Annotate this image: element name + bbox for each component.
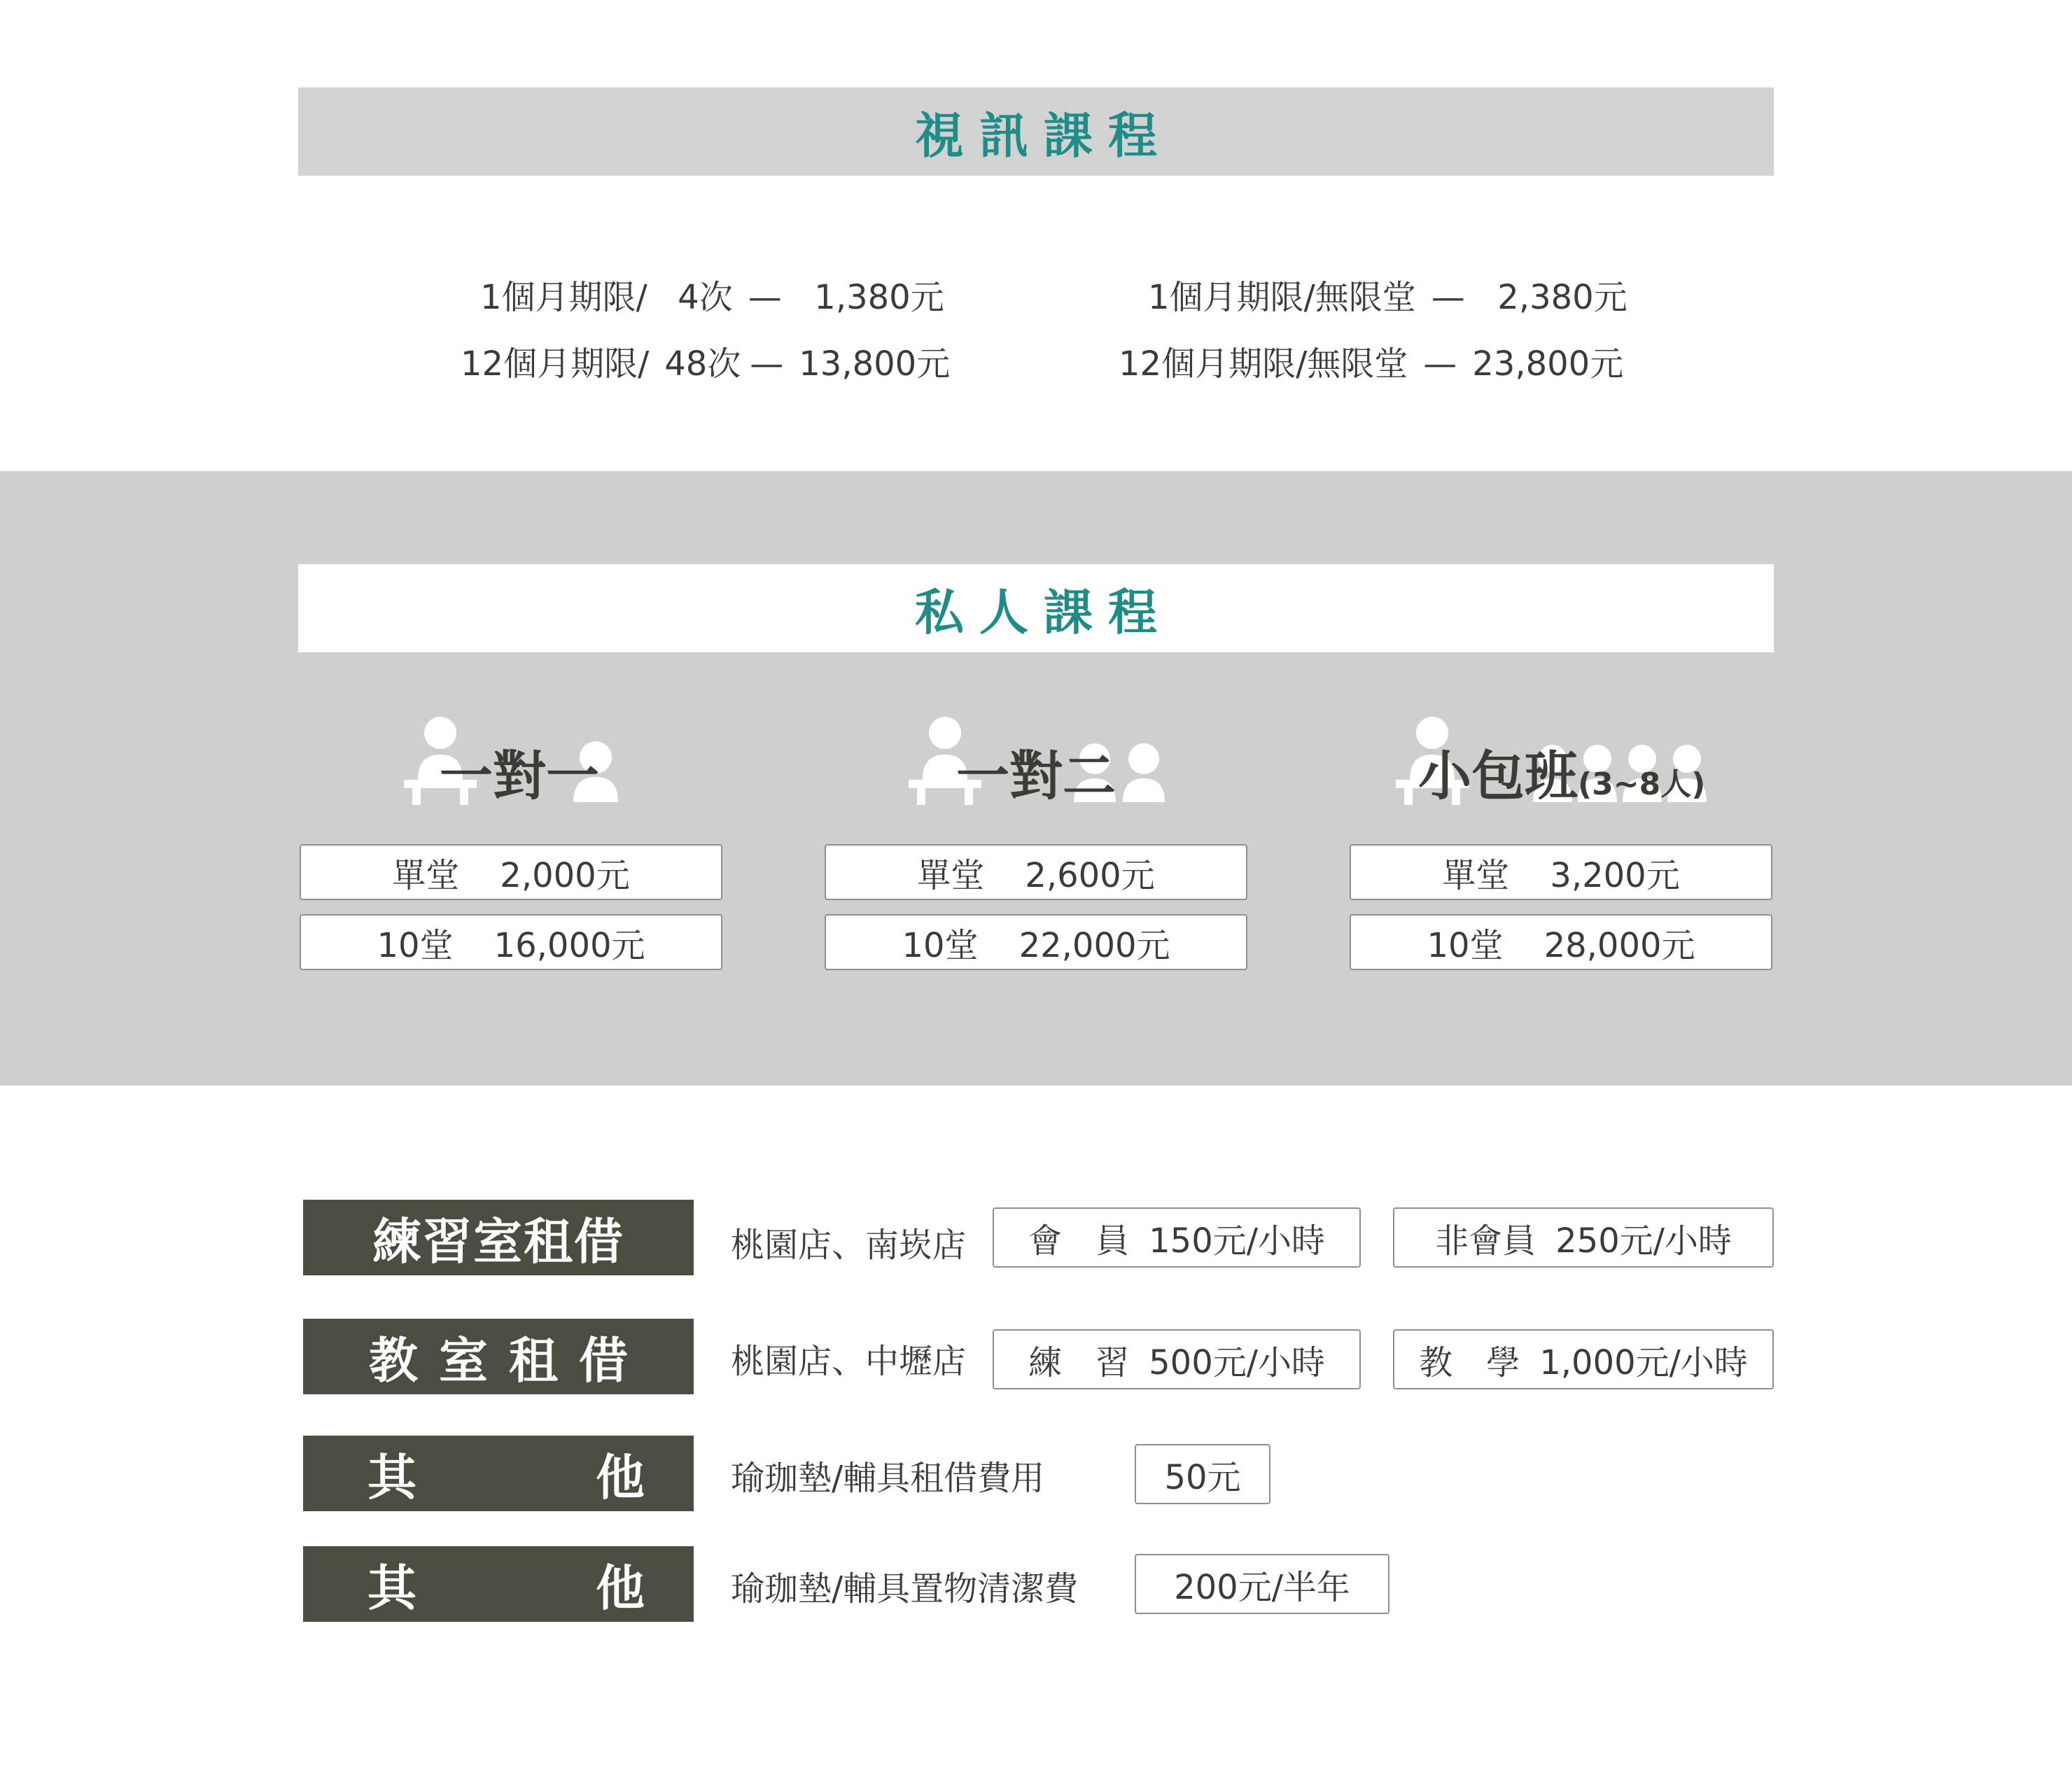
plan-title-one-to-one bbox=[440, 734, 599, 810]
price-value: 2,600元 bbox=[1025, 855, 1155, 895]
practice-room-locations: 桃園店、南崁店 bbox=[731, 1226, 967, 1265]
non-member-price-box bbox=[1393, 1207, 1774, 1268]
option-name: 會 員 bbox=[1028, 1221, 1130, 1261]
mat-storage-price-box bbox=[1135, 1554, 1390, 1614]
price-box-one-to-one-single bbox=[300, 844, 722, 900]
period-label: 12個月期限/ bbox=[461, 344, 650, 384]
count-label: 4次 bbox=[678, 278, 733, 317]
price-value: 28,000元 bbox=[1544, 925, 1695, 965]
period-label: 1個月期限/無限堂 bbox=[1148, 278, 1416, 317]
dash: — bbox=[748, 278, 782, 317]
dash: — bbox=[1423, 344, 1457, 384]
price-box-one-to-one-pack bbox=[300, 914, 722, 970]
price-label: 10堂 bbox=[1427, 925, 1504, 965]
teaching-price-box bbox=[1393, 1329, 1774, 1389]
label-text: 教室租借 bbox=[369, 1331, 649, 1389]
period-label: 12個月期限/無限堂 bbox=[1119, 344, 1408, 384]
price-value: 22,000元 bbox=[1018, 925, 1170, 965]
option-name: 教 學 bbox=[1419, 1343, 1520, 1382]
video-course-banner bbox=[298, 87, 1774, 176]
classroom-locations: 桃園店、中壢店 bbox=[731, 1342, 967, 1381]
other-label-1 bbox=[303, 1436, 694, 1511]
option-name: 練 習 bbox=[1028, 1343, 1130, 1382]
plan-name: 一對二 bbox=[956, 745, 1116, 807]
price-box-small-group-single bbox=[1350, 844, 1772, 900]
price-box-small-group-pack bbox=[1350, 914, 1772, 970]
mat-rental-price-box bbox=[1135, 1444, 1270, 1504]
video-course-title: 視訊課程 bbox=[915, 106, 1172, 164]
classroom-rental-label bbox=[303, 1319, 694, 1394]
price-box-one-to-two-pack bbox=[825, 914, 1247, 970]
practice-price-box bbox=[993, 1329, 1361, 1389]
price-label: 10堂 bbox=[377, 925, 454, 965]
price-value: 16,000元 bbox=[493, 925, 645, 965]
label-char: 其 bbox=[368, 1559, 416, 1617]
price-label: 10堂 bbox=[902, 925, 979, 965]
mat-storage-fee-label: 瑜珈墊/輔具置物清潔費 bbox=[731, 1569, 1079, 1609]
plan-title-one-to-two bbox=[956, 734, 1116, 810]
dash: — bbox=[750, 344, 784, 384]
plan-title-small-group bbox=[1418, 734, 1705, 810]
option-price: 150元/小時 bbox=[1149, 1221, 1325, 1261]
price-label: 單堂 bbox=[917, 855, 985, 895]
label-char: 他 bbox=[596, 1448, 645, 1506]
other-label-2 bbox=[303, 1546, 694, 1622]
mat-rental-fee-label: 瑜珈墊/輔具租借費用 bbox=[731, 1459, 1045, 1498]
label-char: 其 bbox=[368, 1448, 416, 1506]
plan-name: 一對一 bbox=[440, 745, 599, 807]
member-price-box bbox=[993, 1207, 1361, 1268]
dash: — bbox=[1431, 278, 1465, 317]
price-label: 2,380元 bbox=[1497, 278, 1628, 317]
option-price: 1,000元/小時 bbox=[1539, 1343, 1748, 1382]
label-char: 他 bbox=[596, 1559, 645, 1617]
label-text: 練習室租借 bbox=[372, 1212, 624, 1270]
option-price: 50元 bbox=[1164, 1457, 1241, 1497]
video-row-2-left bbox=[461, 337, 951, 385]
practice-room-rental-label bbox=[303, 1200, 694, 1275]
option-name: 非會員 bbox=[1435, 1221, 1536, 1261]
option-price: 500元/小時 bbox=[1149, 1343, 1325, 1382]
plan-sub: (3~8人) bbox=[1578, 766, 1706, 802]
price-label: 13,800元 bbox=[799, 344, 951, 384]
price-label: 23,800元 bbox=[1472, 344, 1624, 384]
price-label: 單堂 bbox=[1442, 855, 1510, 895]
count-label: 48次 bbox=[664, 344, 741, 384]
video-row-1-left bbox=[480, 270, 944, 318]
private-course-title: 私人課程 bbox=[915, 583, 1172, 641]
price-label: 單堂 bbox=[392, 855, 460, 895]
price-label: 1,380元 bbox=[814, 278, 944, 317]
private-course-banner bbox=[298, 564, 1774, 652]
video-row-1-right bbox=[1148, 270, 1628, 318]
plan-name: 小包班 bbox=[1418, 745, 1578, 807]
option-price: 200元/半年 bbox=[1174, 1567, 1350, 1607]
price-value: 3,200元 bbox=[1550, 855, 1680, 895]
price-box-one-to-two-single bbox=[825, 844, 1247, 900]
option-price: 250元/小時 bbox=[1555, 1221, 1732, 1261]
video-row-2-right bbox=[1119, 337, 1624, 385]
period-label: 1個月期限/ bbox=[480, 278, 648, 317]
price-value: 2,000元 bbox=[500, 855, 630, 895]
